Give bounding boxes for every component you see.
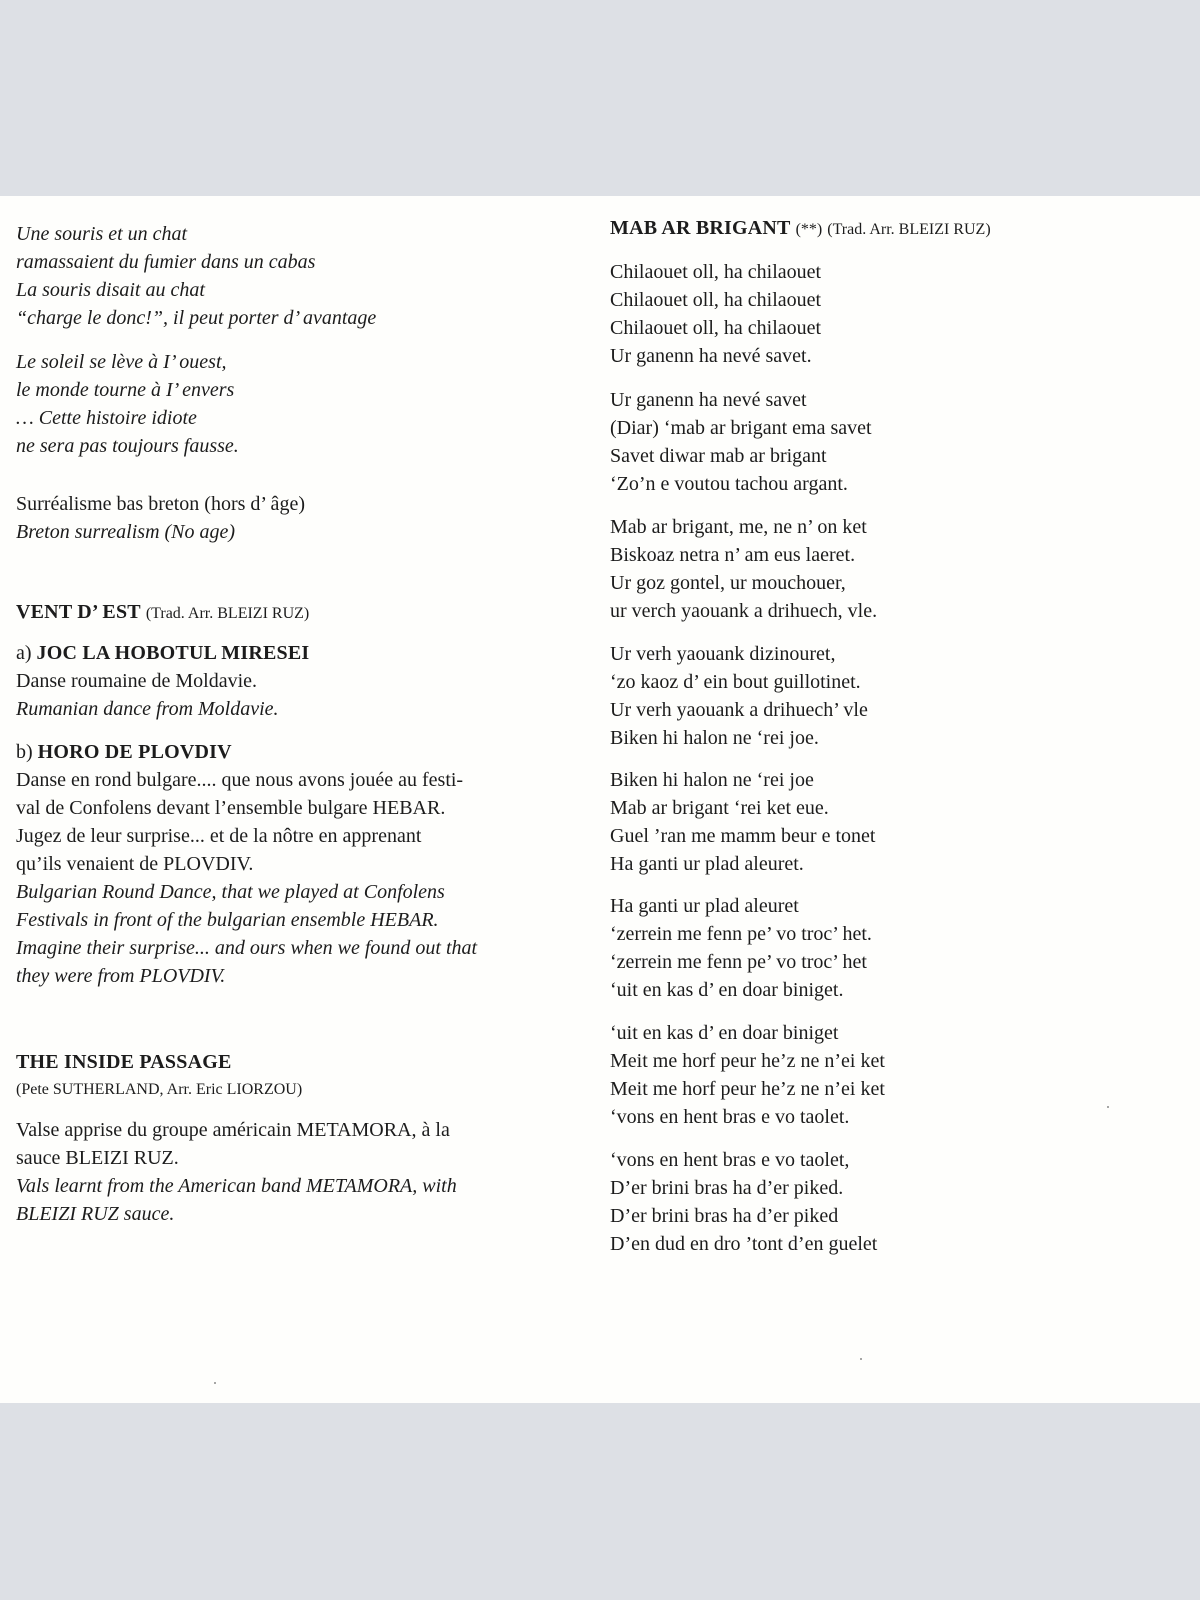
lyric-line: Guel ’ran me mamm beur e tonet [610, 825, 876, 847]
lyric-line: ‘uit en kas d’ en doar biniget [610, 1022, 839, 1044]
description-fr: Danse roumaine de Moldavie. [16, 670, 258, 692]
description-fr-line: sauce BLEIZI RUZ. [16, 1147, 179, 1169]
part-title: JOC LA HOBOTUL MIRESEI [36, 642, 310, 664]
poem-stanza-2 [16, 348, 239, 460]
lyrics-stanza-6 [610, 892, 872, 1004]
lyric-line: ‘vons en hent bras e vo taolet. [610, 1106, 850, 1128]
poem-line: ramassaient du fumier dans un cabas [16, 251, 316, 273]
lyric-line: D’er brini bras ha d’er piked [610, 1205, 839, 1227]
inside-passage-credit: (Pete SUTHERLAND, Arr. Eric LIORZOU) [16, 1081, 303, 1098]
poem-line: le monde tourne à I’ envers [16, 379, 235, 401]
song-credit: (Trad. Arr. BLEIZI RUZ) [145, 605, 310, 622]
description-en: Rumanian dance from Moldavie. [16, 698, 279, 720]
poem-line: Le soleil se lève à I’ ouest, [16, 351, 227, 373]
lyrics-stanza-8 [610, 1146, 877, 1258]
lyric-line: Ur ganenn ha nevé savet. [610, 345, 812, 367]
part-b-heading [16, 738, 232, 766]
lyrics-stanza-3 [610, 513, 877, 625]
caption-fr: Surréalisme bas breton (hors d’ âge) [16, 493, 305, 515]
vent-dest-heading [16, 598, 309, 628]
lyric-line: Meit me horf peur he’z ne n’ei ket [610, 1050, 885, 1072]
poem-stanza-1 [16, 220, 376, 332]
lyric-line: Ur goz gontel, ur mouchouer, [610, 572, 846, 594]
lyric-line: Biskoaz netra n’ am eus laeret. [610, 544, 856, 566]
scan-speck [860, 1358, 862, 1360]
song-title: THE INSIDE PASSAGE [16, 1051, 232, 1073]
lyric-line: Mab ar brigant, me, ne n’ on ket [610, 516, 867, 538]
description-en-line: they were from PLOVDIV. [16, 965, 226, 987]
lyric-line: ‘zo kaoz d’ ein bout guillotinet. [610, 671, 861, 693]
poem-line: “charge le donc!”, il peut porter d’ avantage [16, 307, 377, 329]
description-fr-line: Danse en rond bulgare.... que nous avons jouée au festi- [16, 769, 464, 791]
poem-line: … Cette histoire idiote [16, 407, 197, 429]
lyric-line: Chilaouet oll, ha chilaouet [610, 289, 822, 311]
lyrics-stanza-1 [610, 258, 821, 370]
description-en-line: Bulgarian Round Dance, that we played at Confolens [16, 881, 445, 903]
part-prefix: a) [16, 642, 32, 664]
poem-caption [16, 490, 305, 546]
song-title: VENT D’ EST [16, 601, 141, 623]
lyrics-stanza-2 [610, 386, 872, 498]
scan-speck [214, 1382, 216, 1384]
mab-ar-brigant-heading [610, 214, 991, 244]
caption-en: Breton surrealism (No age) [16, 521, 236, 543]
inside-passage-description [16, 1116, 457, 1228]
song-title: MAB AR BRIGANT [610, 217, 791, 239]
lyric-line: ur verch yaouank a drihuech, vle. [610, 600, 878, 622]
booklet-page [0, 196, 1200, 1403]
lyrics-stanza-7 [610, 1019, 885, 1131]
part-a-description [16, 667, 279, 723]
scan-speck [1107, 1106, 1109, 1108]
description-en-line: Vals learnt from the American band METAMORA, with [16, 1175, 457, 1197]
lyric-line: Savet diwar mab ar brigant [610, 445, 827, 467]
lyric-line: Ur verh yaouank a drihuech’ vle [610, 699, 868, 721]
poem-line: La souris disait au chat [16, 279, 205, 301]
lyric-line: ‘zerrein me fenn pe’ vo troc’ het. [610, 923, 872, 945]
lyric-line: Ha ganti ur plad aleuret. [610, 853, 804, 875]
song-note: (**) [795, 221, 823, 238]
part-a-heading [16, 639, 309, 667]
lyric-line: Chilaouet oll, ha chilaouet [610, 261, 822, 283]
description-fr-line: Valse apprise du groupe américain METAMORA, à la [16, 1119, 450, 1141]
lyric-line: ‘vons en hent bras e vo taolet, [610, 1149, 850, 1171]
lyric-line: Chilaouet oll, ha chilaouet [610, 317, 822, 339]
poem-line: ne sera pas toujours fausse. [16, 435, 239, 457]
lyric-line: Biken hi halon ne ‘rei joe. [610, 727, 819, 749]
lyric-line: ‘uit en kas d’ en doar biniget. [610, 979, 844, 1001]
part-prefix: b) [16, 741, 33, 763]
lyric-line: D’er brini bras ha d’er piked. [610, 1177, 844, 1199]
lyrics-stanza-5 [610, 766, 875, 878]
lyric-line: Biken hi halon ne ‘rei joe [610, 769, 814, 791]
poem-line: Une souris et un chat [16, 223, 188, 245]
lyric-line: Ur verh yaouank dizinouret, [610, 643, 836, 665]
lyric-line: Ur ganenn ha nevé savet [610, 389, 807, 411]
lyric-line: ‘Zo’n e voutou tachou argant. [610, 473, 848, 495]
lyric-line: Mab ar brigant ‘rei ket eue. [610, 797, 829, 819]
description-en-line: Imagine their surprise... and ours when we found out that [16, 937, 478, 959]
lyric-line: ‘zerrein me fenn pe’ vo troc’ het [610, 951, 867, 973]
part-b-description [16, 766, 477, 990]
description-en-line: Festivals in front of the bulgarian ensemble HEBAR. [16, 909, 439, 931]
description-en-line: BLEIZI RUZ sauce. [16, 1203, 175, 1225]
inside-passage-heading [16, 1048, 232, 1076]
lyric-line: (Diar) ‘mab ar brigant ema savet [610, 417, 872, 439]
song-credit: (Trad. Arr. BLEIZI RUZ) [827, 221, 991, 238]
part-title: HORO DE PLOVDIV [37, 741, 232, 763]
lyric-line: Meit me horf peur he’z ne n’ei ket [610, 1078, 885, 1100]
lyric-line: D’en dud en dro ’tont d’en guelet [610, 1233, 878, 1255]
lyrics-stanza-4 [610, 640, 868, 752]
description-fr-line: val de Confolens devant l’ensemble bulgare HEBAR. [16, 797, 446, 819]
description-fr-line: qu’ils venaient de PLOVDIV. [16, 853, 254, 875]
description-fr-line: Jugez de leur surprise... et de la nôtre en apprenant [16, 825, 422, 847]
lyric-line: Ha ganti ur plad aleuret [610, 895, 799, 917]
